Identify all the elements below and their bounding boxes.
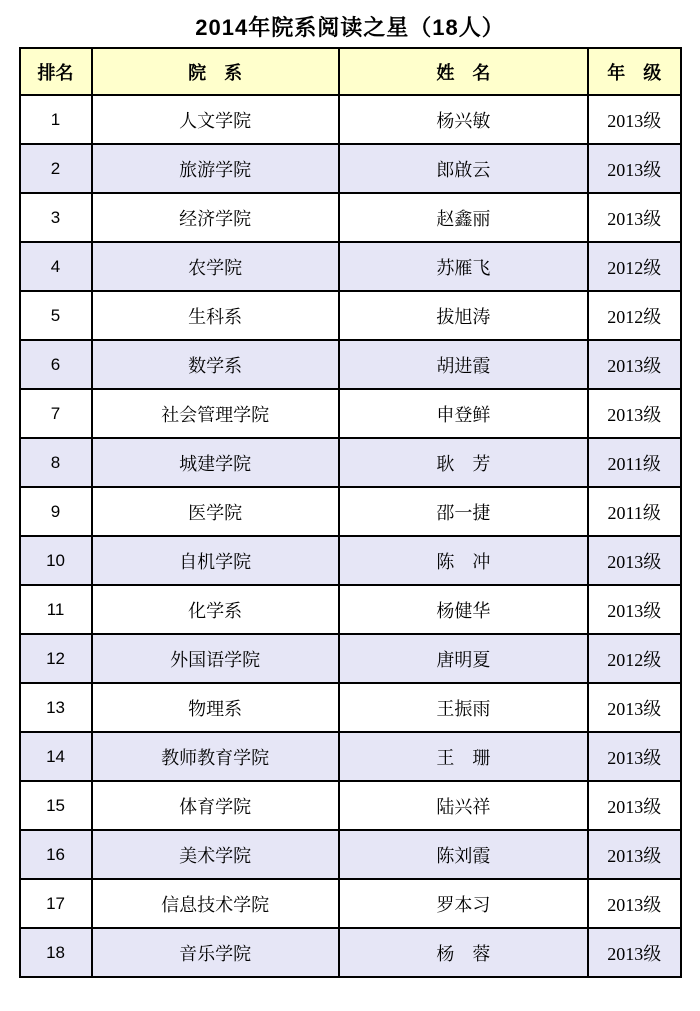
department-cell: 城建学院 [92,438,339,487]
header-rank: 排名 [20,48,92,95]
table-row [20,242,681,291]
grade-cell: 2013级 [588,830,681,879]
header-row [20,48,681,95]
name-cell: 陆兴祥 [339,781,588,830]
rank-cell: 6 [20,340,92,389]
grade-cell: 2012级 [588,242,681,291]
rank-cell: 14 [20,732,92,781]
name-cell: 拔旭涛 [339,291,588,340]
department-cell: 经济学院 [92,193,339,242]
header-department: 院 系 [92,48,339,95]
name-cell: 苏雁飞 [339,242,588,291]
department-cell: 美术学院 [92,830,339,879]
department-cell: 自机学院 [92,536,339,585]
department-cell: 人文学院 [92,95,339,144]
table-row [20,193,681,242]
name-cell: 唐明夏 [339,634,588,683]
table-body [20,95,681,977]
table-row [20,95,681,144]
grade-cell: 2013级 [588,732,681,781]
name-cell: 胡进霞 [339,340,588,389]
table-row [20,928,681,977]
reading-star-table [19,47,682,978]
rank-cell: 3 [20,193,92,242]
grade-cell: 2013级 [588,144,681,193]
department-cell: 教师教育学院 [92,732,339,781]
rank-cell: 4 [20,242,92,291]
department-cell: 物理系 [92,683,339,732]
name-cell: 杨健华 [339,585,588,634]
department-cell: 信息技术学院 [92,879,339,928]
table-row [20,830,681,879]
table-row [20,487,681,536]
grade-cell: 2013级 [588,928,681,977]
page-title: 2014年院系阅读之星（18人） [195,15,505,40]
name-cell: 杨兴敏 [339,95,588,144]
table-row [20,781,681,830]
table-header [20,48,681,95]
rank-cell: 8 [20,438,92,487]
table-row [20,340,681,389]
rank-cell: 9 [20,487,92,536]
name-cell: 罗本习 [339,879,588,928]
department-cell: 农学院 [92,242,339,291]
department-cell: 数学系 [92,340,339,389]
table-row [20,879,681,928]
name-cell: 陈刘霞 [339,830,588,879]
name-cell: 杨 蓉 [339,928,588,977]
grade-cell: 2013级 [588,879,681,928]
rank-cell: 11 [20,585,92,634]
name-cell: 邵一捷 [339,487,588,536]
grade-cell: 2013级 [588,340,681,389]
rank-cell: 18 [20,928,92,977]
grade-cell: 2011级 [588,438,681,487]
grade-cell: 2013级 [588,781,681,830]
grade-cell: 2011级 [588,487,681,536]
name-cell: 申登鲜 [339,389,588,438]
rank-cell: 5 [20,291,92,340]
rank-cell: 13 [20,683,92,732]
rank-cell: 17 [20,879,92,928]
department-cell: 外国语学院 [92,634,339,683]
rank-cell: 10 [20,536,92,585]
grade-cell: 2013级 [588,683,681,732]
table-row [20,389,681,438]
table-row [20,683,681,732]
header-grade: 年 级 [588,48,681,95]
table-row [20,291,681,340]
department-cell: 体育学院 [92,781,339,830]
grade-cell: 2012级 [588,634,681,683]
table-row [20,438,681,487]
header-name: 姓 名 [339,48,588,95]
grade-cell: 2012级 [588,291,681,340]
name-cell: 王 珊 [339,732,588,781]
rank-cell: 2 [20,144,92,193]
table-row [20,585,681,634]
grade-cell: 2013级 [588,193,681,242]
department-cell: 生科系 [92,291,339,340]
rank-cell: 1 [20,95,92,144]
table-row [20,144,681,193]
name-cell: 耿 芳 [339,438,588,487]
department-cell: 音乐学院 [92,928,339,977]
department-cell: 化学系 [92,585,339,634]
department-cell: 旅游学院 [92,144,339,193]
grade-cell: 2013级 [588,389,681,438]
grade-cell: 2013级 [588,95,681,144]
grade-cell: 2013级 [588,585,681,634]
name-cell: 王振雨 [339,683,588,732]
rank-cell: 7 [20,389,92,438]
name-cell: 陈 冲 [339,536,588,585]
table-row [20,732,681,781]
name-cell: 郎啟云 [339,144,588,193]
rank-cell: 12 [20,634,92,683]
table-row [20,634,681,683]
name-cell: 赵鑫丽 [339,193,588,242]
table-row [20,536,681,585]
rank-cell: 15 [20,781,92,830]
department-cell: 社会管理学院 [92,389,339,438]
rank-cell: 16 [20,830,92,879]
department-cell: 医学院 [92,487,339,536]
grade-cell: 2013级 [588,536,681,585]
